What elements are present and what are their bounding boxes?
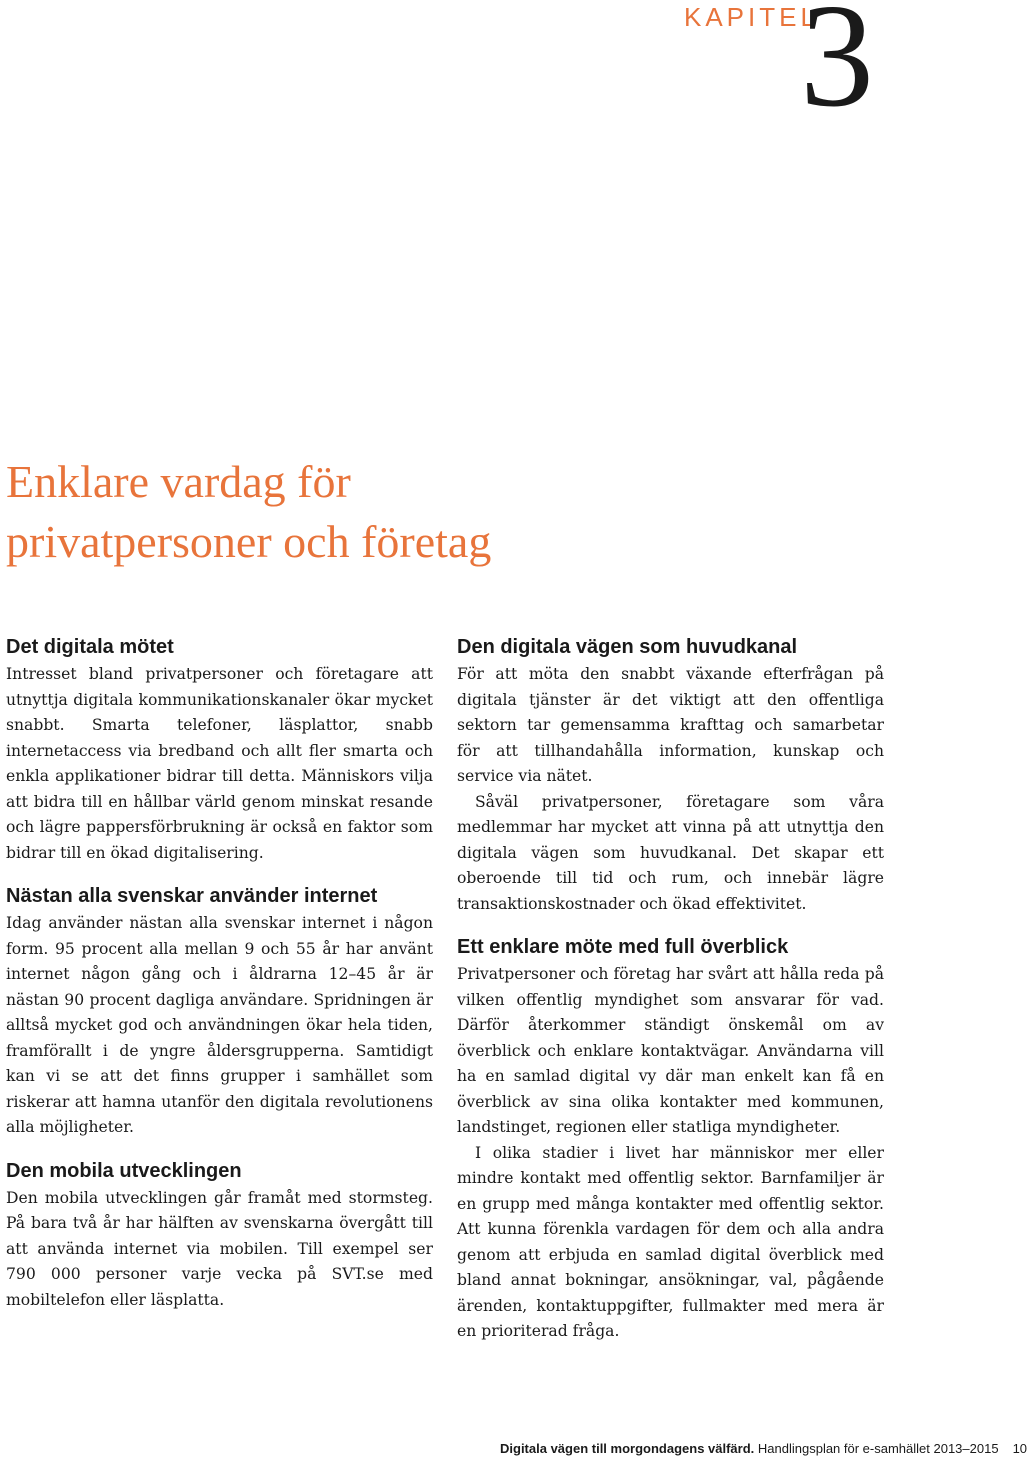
section-digitala-motet (6, 632, 433, 866)
section-paragraph: Privatpersoner och företag har svårt att hålla reda på vilken offentlig myndighet som ansvarar för vad. Därför återkommer ständigt önskemål om av överblick och enklare kontaktvägar. Användarna vill ha en samlad digital vy där man enkelt kan få en överblick av sina olika kontakter med kommunen, landstinget, regionen eller statliga myndigheter. (457, 965, 884, 1136)
section-paragraph: Intresset bland privatpersoner och företagare att utnyttja digitala kommunikationskanaler ökar mycket snabbt. Smarta telefoner, läsplattor, snabb internetaccess via bredband och allt fler smarta och enkla applikationer bidrar till detta. Människors vilja att bidra till en hållbar värld genom minskat resande och lägre pappersförbrukning är också en faktor som bidrar till en ökad digitalisering. (6, 665, 433, 862)
page-title-line-2: privatpersoner och företag (6, 516, 492, 567)
page-title (6, 452, 491, 572)
right-column (457, 632, 884, 1345)
page-number: 10 (1012, 1441, 1027, 1456)
section-heading: Nästan alla svenskar använder internet (6, 885, 378, 907)
chapter-label: KAPITEL (684, 2, 819, 32)
chapter-number: 3 (800, 0, 874, 138)
page-title-line-1: Enklare vardag för (6, 456, 351, 507)
section-nastan-alla-svenskar (6, 881, 433, 1141)
section-heading: Den digitala vägen som huvudkanal (457, 636, 798, 658)
footer-text: Handlingsplan för e-samhället 2013–2015 (754, 1441, 999, 1456)
section-heading: Det digitala mötet (6, 636, 174, 658)
section-heading: Ett enklare möte med full överblick (457, 936, 789, 958)
section-digitala-vagen (457, 632, 884, 917)
left-column (6, 632, 433, 1313)
section-paragraph: I olika stadier i livet har människor mer eller mindre kontakt med offentlig sektor. Barnfamiljer är en grupp med många kontakter med offentlig sektor. Att kunna förenkla vardagen för dem och alla andra genom att erbjuda en samlad digital överblick med bland annat bokningar, ansökningar, val, pågående ärenden, kontaktuppgifter, fullmakter med mera är en prioriterad fråga. (457, 1143, 884, 1340)
section-mobila-utvecklingen (6, 1156, 433, 1314)
section-enklare-mote (457, 932, 884, 1345)
page-footer (500, 1441, 1027, 1456)
section-paragraph: Såväl privatpersoner, företagare som våra medlemmar har mycket att vinna på att utnyttja den digitala vägen som huvudkanal. Det skapar ett oberoende till tid och rum, och innebär lägre transaktionskostnader och ökad effektivitet. (457, 792, 884, 913)
section-heading: Den mobila utvecklingen (6, 1159, 242, 1182)
section-paragraph: För att möta den snabbt växande efterfrågan på digitala tjänster är det viktigt att den offentliga sektorn tar gemensamma krafttag och samarbetar för att tillhandahålla information, kunskap och service via nätet. (457, 665, 884, 785)
footer-lead: Digitala vägen till morgondagens välfärd. (500, 1441, 755, 1456)
section-paragraph: Idag använder nästan alla svenskar internet i någon form. 95 procent alla mellan 9 och 55 år har använt internet någon gång och i åldrarna 12–45 år är nästan 90 procent dagliga användare. Spridningen är alltså mycket god och användningen ökar hela tiden, framförallt i de yngre åldersgrupperna. Samtidigt kan vi se att det finns grupper i samhället som riskerar att hamna utanför den digitala revolutionens alla möjligheter. (6, 914, 433, 1136)
section-paragraph: Den mobila utvecklingen går framåt med stormsteg. På bara två år har hälften av svenskarna övergått till att använda internet via mobilen. Till exempel ser 790 000 personer varje vecka på SVT.se med mobiltelefon eller läsplatta. (6, 1188, 433, 1309)
